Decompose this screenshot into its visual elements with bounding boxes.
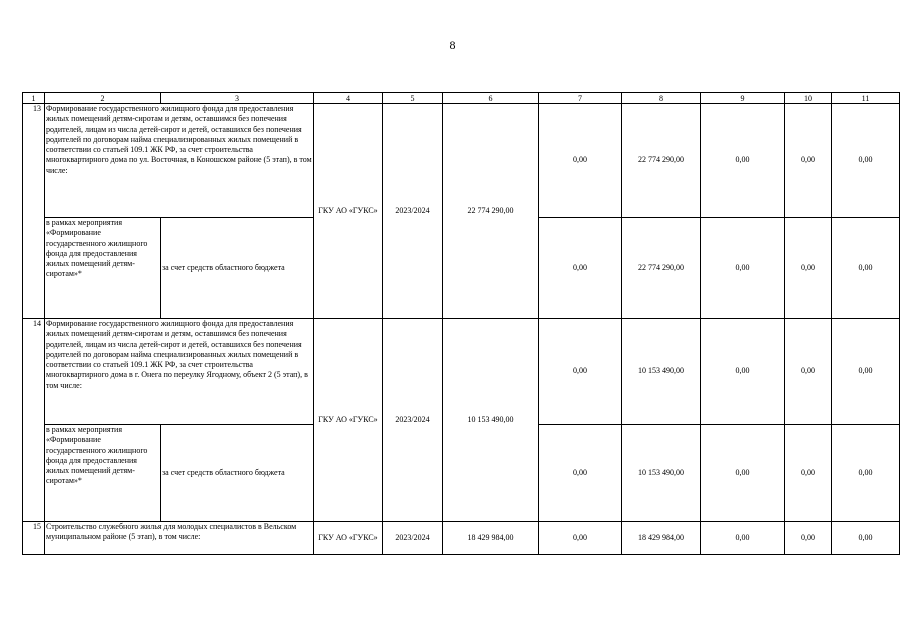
value-cell: 0,00 — [785, 522, 832, 555]
activity-description: Формирование государственного жилищного фонда для предоставления жилых помещений детям-сиротам и детям, оставшимся без попечения родителей, лицам из числа детей-сирот и детей, оставшихся без попечения родителей по договорам найма специализированных жилых помещений в соответствии со статьей 109.1 ЖК РФ, за счет строительства многоквартирного дома в г. Онега по переулку Ягодному, объект 2 (5 этап), в том числе: — [45, 319, 314, 425]
value-cell: 0,00 — [539, 319, 622, 425]
value-cell: 0,00 — [832, 218, 900, 319]
sub-activity-description: в рамках мероприятия «Формирование государственного жилищного фонда для предоставления жилых помещений детям-сиротам»* — [45, 218, 161, 319]
value-cell: 22 774 290,00 — [622, 104, 701, 218]
value-cell: 0,00 — [832, 425, 900, 522]
period-cell: 2023/2024 — [383, 319, 443, 522]
header-cell: 4 — [314, 93, 383, 104]
value-cell: 0,00 — [785, 104, 832, 218]
period-cell: 2023/2024 — [383, 104, 443, 319]
total-cell: 10 153 490,00 — [443, 319, 539, 522]
value-cell: 0,00 — [701, 104, 785, 218]
header-cell: 11 — [832, 93, 900, 104]
table-row — [23, 319, 900, 425]
executor-cell: ГКУ АО «ГУКС» — [314, 104, 383, 319]
value-cell: 0,00 — [539, 218, 622, 319]
funding-source: за счет средств областного бюджета — [161, 218, 314, 319]
executor-cell: ГКУ АО «ГУКС» — [314, 319, 383, 522]
sub-activity-description: в рамках мероприятия «Формирование государственного жилищного фонда для предоставления жилых помещений детям-сиротам»* — [45, 425, 161, 522]
activity-description: Строительство служебного жилья для молодых специалистов в Вельском муниципальном районе (5 этап), в том числе: — [45, 522, 314, 555]
value-cell: 10 153 490,00 — [622, 425, 701, 522]
header-cell: 5 — [383, 93, 443, 104]
value-cell: 0,00 — [832, 319, 900, 425]
total-cell: 22 774 290,00 — [443, 104, 539, 319]
value-cell: 0,00 — [832, 104, 900, 218]
value-cell: 0,00 — [701, 319, 785, 425]
page-number: 8 — [449, 38, 456, 52]
header-cell: 1 — [23, 93, 45, 104]
value-cell: 0,00 — [539, 425, 622, 522]
header-row — [23, 93, 900, 104]
value-cell: 0,00 — [785, 319, 832, 425]
value-cell: 0,00 — [539, 522, 622, 555]
header-cell: 8 — [622, 93, 701, 104]
value-cell: 10 153 490,00 — [622, 319, 701, 425]
header-cell: 10 — [785, 93, 832, 104]
program-table — [22, 92, 900, 555]
header-cell: 3 — [161, 93, 314, 104]
row-number: 13 — [23, 104, 45, 319]
value-cell: 0,00 — [701, 522, 785, 555]
header-cell: 2 — [45, 93, 161, 104]
row-number: 14 — [23, 319, 45, 522]
table-row — [23, 522, 900, 555]
value-cell: 22 774 290,00 — [622, 218, 701, 319]
activity-description: Формирование государственного жилищного фонда для предоставления жилых помещений детям-сиротам и детям, оставшимся без попечения родителей, лицам из числа детей-сирот и детей, оставшихся без попечения родителей по договорам найма специализированных жилых помещений в соответствии со статьей 109.1 ЖК РФ, за счет строительства многоквартирного дома по ул. Восточная, в Коношском районе (5 этап), в том числе: — [45, 104, 314, 218]
value-cell: 0,00 — [701, 218, 785, 319]
value-cell: 0,00 — [832, 522, 900, 555]
funding-source: за счет средств областного бюджета — [161, 425, 314, 522]
header-cell: 9 — [701, 93, 785, 104]
value-cell: 18 429 984,00 — [622, 522, 701, 555]
header-cell: 7 — [539, 93, 622, 104]
executor-cell: ГКУ АО «ГУКС» — [314, 522, 383, 555]
value-cell: 0,00 — [785, 218, 832, 319]
table-row — [23, 104, 900, 218]
value-cell: 0,00 — [701, 425, 785, 522]
value-cell: 0,00 — [785, 425, 832, 522]
header-cell: 6 — [443, 93, 539, 104]
value-cell: 0,00 — [539, 104, 622, 218]
period-cell: 2023/2024 — [383, 522, 443, 555]
row-number: 15 — [23, 522, 45, 555]
total-cell: 18 429 984,00 — [443, 522, 539, 555]
